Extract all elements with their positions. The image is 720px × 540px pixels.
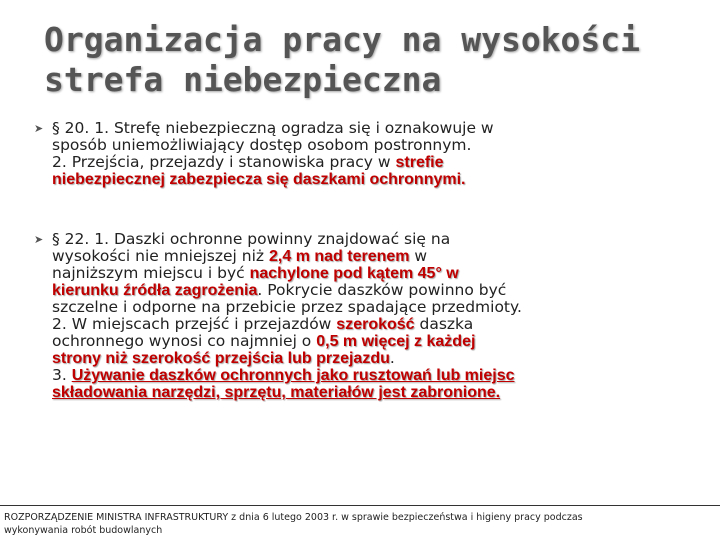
arrow-bullet-icon: ➤ — [34, 233, 44, 246]
highlight-text: strony niż szerokość przejścia lub przejazdu — [52, 350, 390, 367]
highlight-text: strefie — [395, 154, 444, 171]
highlight-text: 0,5 m więcej z każdej — [316, 333, 476, 350]
title-line-2: strefa niebezpieczna — [44, 60, 442, 99]
footer-line-1: ROZPORZĄDZENIE MINISTRA INFRASTRUKTURY z dnia 6 lutego 2003 r. w sprawie bezpieczeństwa i higieny pracy podczas — [4, 512, 583, 523]
text-line: § 20. 1. Strefę niebezpieczną ogradza się i oznakowuje w — [52, 119, 494, 137]
paragraph-20 — [52, 120, 692, 188]
page-title — [44, 20, 704, 100]
highlight-text-underlined: składowania narzędzi, sprzętu, materiałów jest zabronione. — [52, 384, 501, 401]
text-line: najniższym miejscu i być nachylone pod kątem 45° w — [52, 264, 459, 282]
text-line: 3. Używanie daszków ochronnych jako rusztowań lub miejsc — [52, 366, 515, 384]
text-line: kierunku źródła zagrożenia. Pokrycie daszków powinno być — [52, 281, 507, 299]
text-line: strony niż szerokość przejścia lub przejazdu. — [52, 349, 395, 367]
text-line: 2. Przejścia, przejazdy i stanowiska pracy w strefie — [52, 153, 444, 171]
footer-line-2: wykonywania robót budowlanych — [4, 525, 163, 536]
arrow-bullet-icon: ➤ — [34, 122, 44, 135]
paragraph-22 — [52, 231, 692, 401]
highlight-text: niebezpiecznej zabezpiecza się daszkami ochronnymi. — [52, 171, 466, 188]
highlight-text: szerokość — [336, 316, 415, 333]
text-line: sposób uniemożliwiający dostęp osobom postronnym. — [52, 136, 472, 154]
text-line: szczelne i odporne na przebicie przez spadające przedmioty. — [52, 298, 522, 316]
text-line: § 22. 1. Daszki ochronne powinny znajdować się na — [52, 230, 451, 248]
title-line-1: Organizacja pracy na wysokości — [44, 20, 641, 59]
text-line: ochronnego wynosi co najmniej o 0,5 m więcej z każdej — [52, 332, 476, 350]
text-line: 2. W miejscach przejść i przejazdów szerokość daszka — [52, 315, 474, 333]
footer-divider — [0, 505, 720, 506]
text-line: wysokości nie mniejszej niż 2,4 m nad terenem w — [52, 247, 428, 265]
highlight-text-underlined: Używanie daszków ochronnych jako rusztowań lub miejsc — [71, 367, 515, 384]
footer-citation — [4, 511, 716, 537]
highlight-text: nachylone pod kątem 45° w — [249, 265, 459, 282]
highlight-text: kierunku źródła zagrożenia — [52, 282, 258, 299]
highlight-text: 2,4 m nad terenem — [269, 248, 410, 265]
